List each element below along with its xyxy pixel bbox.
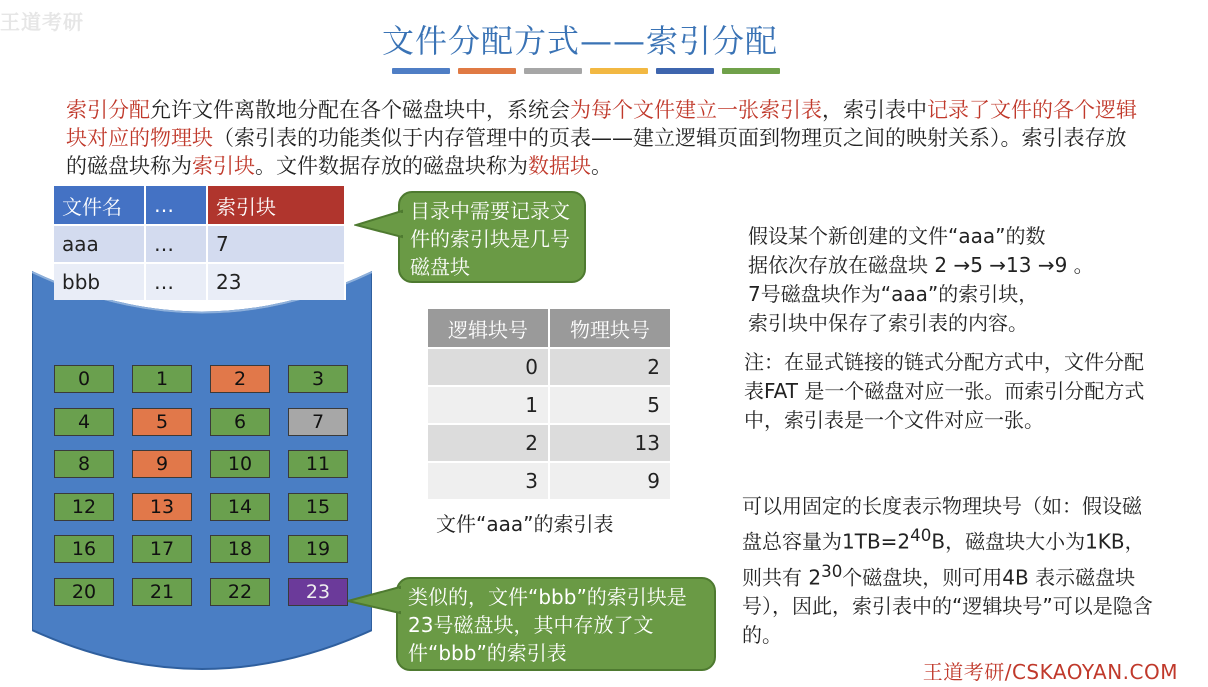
- intro-highlight-index-table: 为每个文件建立一张索引表: [570, 98, 822, 122]
- intro-text-4: 。文件数据存放的磁盘块称为: [255, 154, 528, 178]
- disk-block-6: 6: [210, 408, 270, 436]
- directory-cell: …: [146, 224, 208, 262]
- note-assumption-line: 假设某个新创建的文件“aaa”的数: [748, 224, 1046, 248]
- disk-block-18: 18: [210, 535, 270, 563]
- directory-cell: 7: [208, 224, 346, 262]
- callout-directory-text: 目录中需要记录文件的索引块是几号磁盘块: [410, 199, 570, 279]
- disk-block-23: 23: [288, 578, 348, 606]
- disk-block-20: 20: [54, 578, 114, 606]
- watermark: 王道考研: [0, 10, 84, 34]
- index-row: [428, 385, 672, 423]
- index-row: [428, 423, 672, 461]
- note-assumption-line: 7号磁盘块作为“aaa”的索引块，: [748, 282, 1039, 306]
- note-assumption: [748, 222, 1168, 338]
- disk-block-11: 11: [288, 450, 348, 478]
- directory-cell: …: [146, 262, 208, 300]
- brand-footer: 王道考研/CSKAOYAN.COM: [922, 660, 1178, 684]
- slide-title: 文件分配方式——索引分配: [381, 22, 778, 60]
- disk-block-5: 5: [132, 408, 192, 436]
- directory-header-index-block: 索引块: [208, 186, 346, 224]
- index-cell: 2: [428, 423, 550, 461]
- disk-block-2: 2: [210, 365, 270, 393]
- index-cell: 9: [550, 461, 672, 499]
- directory-header-row: [54, 186, 346, 224]
- callout-bbb-text: 类似的，文件“bbb”的索引块是23号磁盘块，其中存放了文件“bbb”的索引表: [408, 585, 687, 665]
- intro-text-2: ，索引表中: [822, 98, 927, 122]
- disk-block-22: 22: [210, 578, 270, 606]
- directory-row-aaa: [54, 224, 346, 262]
- color-bar-5: [656, 68, 714, 74]
- index-cell: 1: [428, 385, 550, 423]
- disk-block-19: 19: [288, 535, 348, 563]
- directory-row-bbb: [54, 262, 346, 300]
- index-header-row: [428, 309, 672, 347]
- intro-text-1: 允许文件离散地分配在各个磁盘块中，系统会: [150, 98, 570, 122]
- disk-block-1: 1: [132, 365, 192, 393]
- note-fixed-part-a: 可以用固定的长度表示物理块号（如：假设磁盘总容量为1TB=2: [742, 494, 1142, 554]
- directory-header-ellipsis: …: [146, 186, 208, 224]
- title-color-bars: [392, 68, 780, 74]
- index-table-caption: 文件“aaa”的索引表: [436, 512, 614, 536]
- disk-block-7: 7: [288, 408, 348, 436]
- disk-block-15: 15: [288, 493, 348, 521]
- note-fat-comparison: 注：在显式链接的链式分配方式中，文件分配表FAT 是一个磁盘对应一张。而索引分配方式中，索引表是一个文件对应一张。: [744, 350, 1145, 432]
- index-cell: 5: [550, 385, 672, 423]
- index-cell: 3: [428, 461, 550, 499]
- disk-block-0: 0: [54, 365, 114, 393]
- index-header-physical: 物理块号: [550, 309, 672, 347]
- directory-cell: aaa: [54, 224, 146, 262]
- note-assumption-line: 据依次存放在磁盘块 2 →5 →13 →9 。: [748, 253, 1094, 277]
- color-bar-4: [590, 68, 648, 74]
- intro-term-index-block: 索引块: [192, 154, 255, 178]
- note-assumption-line: 索引块中保存了索引表的内容。: [748, 311, 1028, 335]
- directory-cell: 23: [208, 262, 346, 300]
- index-table: [428, 309, 672, 499]
- index-row: [428, 347, 672, 385]
- color-bar-6: [722, 68, 780, 74]
- note-fixed-length: [742, 492, 1156, 650]
- disk-block-14: 14: [210, 493, 270, 521]
- disk-block-8: 8: [54, 450, 114, 478]
- disk-block-12: 12: [54, 493, 114, 521]
- intro-term-data-block: 数据块: [528, 154, 591, 178]
- callout-bbb-pointer: [346, 581, 402, 621]
- intro-text-5: 。: [591, 154, 612, 178]
- index-cell: 13: [550, 423, 672, 461]
- disk-block-grid: [54, 365, 354, 606]
- disk-block-3: 3: [288, 365, 348, 393]
- intro-highlight-mapping: 记录了文件的各个逻辑块对应的物理块: [66, 98, 1137, 150]
- index-cell: 2: [550, 347, 672, 385]
- color-bar-3: [524, 68, 582, 74]
- disk-block-4: 4: [54, 408, 114, 436]
- callout-directory: [398, 191, 586, 283]
- disk-block-17: 17: [132, 535, 192, 563]
- disk-block-16: 16: [54, 535, 114, 563]
- index-cell: 0: [428, 347, 550, 385]
- callout-bbb: [396, 577, 716, 671]
- note-fixed-part-b: B，磁盘块大小为1KB，则共有 2: [742, 529, 1145, 590]
- callout-directory-pointer: [354, 205, 404, 245]
- disk-block-21: 21: [132, 578, 192, 606]
- intro-text-3: （索引表的功能类似于内存管理中的页表——建立逻辑页面到物理页之间的映射关系）。索引表存放的磁盘块称为: [66, 126, 1127, 178]
- disk-block-9: 9: [132, 450, 192, 478]
- note-fixed-exponent-40: 40: [910, 526, 932, 545]
- color-bar-1: [392, 68, 450, 74]
- directory-header-filename: 文件名: [54, 186, 146, 224]
- directory-table: [54, 186, 346, 300]
- note-fixed-exponent-30: 30: [821, 561, 843, 581]
- index-row: [428, 461, 672, 499]
- directory-cell: bbb: [54, 262, 146, 300]
- index-header-logical: 逻辑块号: [428, 309, 550, 347]
- note-fixed-part-c: 个磁盘块，则可用4B 表示磁盘块号），因此，索引表中的“逻辑块号”可以是隐含的。: [742, 565, 1153, 648]
- disk-block-13: 13: [132, 493, 192, 521]
- intro-term-index-allocation: 索引分配: [66, 98, 150, 122]
- disk-block-10: 10: [210, 450, 270, 478]
- color-bar-2: [458, 68, 516, 74]
- intro-paragraph: [66, 96, 1146, 180]
